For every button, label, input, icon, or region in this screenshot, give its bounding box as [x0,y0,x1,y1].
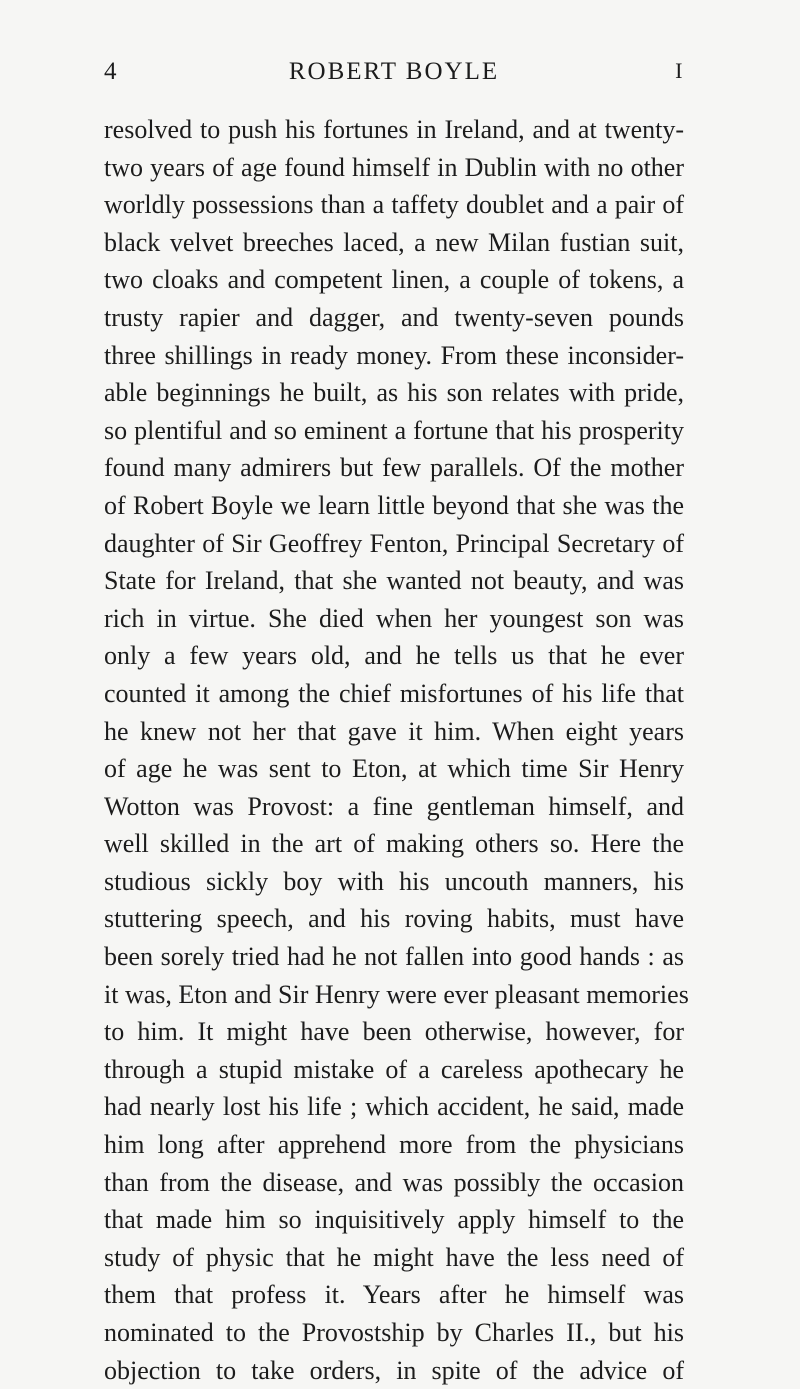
running-title: ROBERT BOYLE [288,58,500,85]
text-line: so plentiful and so eminent a fortune that his prosperity [104,415,684,445]
text-line: had nearly lost his life ; which accident, he said, made [104,1092,684,1122]
text-line: to him. It might have been otherwise, however, for [104,1017,684,1047]
running-head [104,58,684,92]
text-line: found many admirers but few parallels. Of the mother [104,453,684,483]
body-text [104,111,689,1389]
text-line: Wotton was Provost: a fine gentleman himself, and [104,791,684,821]
text-line: three shillings in ready money. From these inconsider- [104,340,684,370]
text-line: been sorely tried had he not fallen into good hands : as [104,942,684,972]
text-line: stuttering speech, and his roving habits, must have [104,904,684,934]
text-line: trusty rapier and dagger, and twenty-seven pounds [104,302,684,332]
text-line: it was, Eton and Sir Henry were ever pleasant memories [104,979,689,1009]
text-line: him long after apprehend more from the physicians [104,1130,684,1160]
text-line: able beginnings he built, as his son relates with pride, [104,378,684,408]
text-line: study of physic that he might have the less need of [104,1242,684,1272]
text-line: two years of age found himself in Dublin with no other [104,152,684,182]
text-line: rich in virtue. She died when her youngest son was [104,603,684,633]
text-line: than from the disease, and was possibly the occasion [104,1167,684,1197]
text-line: State for Ireland, that she wanted not beauty, and was [104,566,684,596]
text-line: of age he was sent to Eton, at which time Sir Henry [104,754,684,784]
text-line: studious sickly boy with his uncouth manners, his [104,866,684,896]
text-line: black velvet breeches laced, a new Milan fustian suit, [104,227,684,257]
text-line: of Robert Boyle we learn little beyond that she was the [104,490,684,520]
text-line: objection to take orders, in spite of the advice of [104,1355,684,1385]
text-line: well skilled in the art of making others so. Here the [104,829,684,859]
text-line: counted it among the chief misfortunes of his life that [104,678,684,708]
text-line: daughter of Sir Geoffrey Fenton, Principal Secretary of [104,528,684,558]
chapter-numeral: I [675,58,684,83]
text-line: he knew not her that gave it him. When eight years [104,716,684,746]
text-line: that made him so inquisitively apply himself to the [104,1205,684,1235]
text-line: nominated to the Provostship by Charles II., but his [104,1318,684,1347]
text-line: two cloaks and competent linen, a couple of tokens, a [104,265,684,295]
text-line: worldly possessions than a taffety doublet and a pair of [104,190,684,220]
text-line: only a few years old, and he tells us that he ever [104,641,684,671]
text-line: resolved to push his fortunes in Ireland, and at twenty- [104,115,684,144]
page-number: 4 [104,58,118,85]
text-line: them that profess it. Years after he himself was [104,1280,684,1310]
text-line: through a stupid mistake of a careless apothecary he [104,1054,684,1084]
